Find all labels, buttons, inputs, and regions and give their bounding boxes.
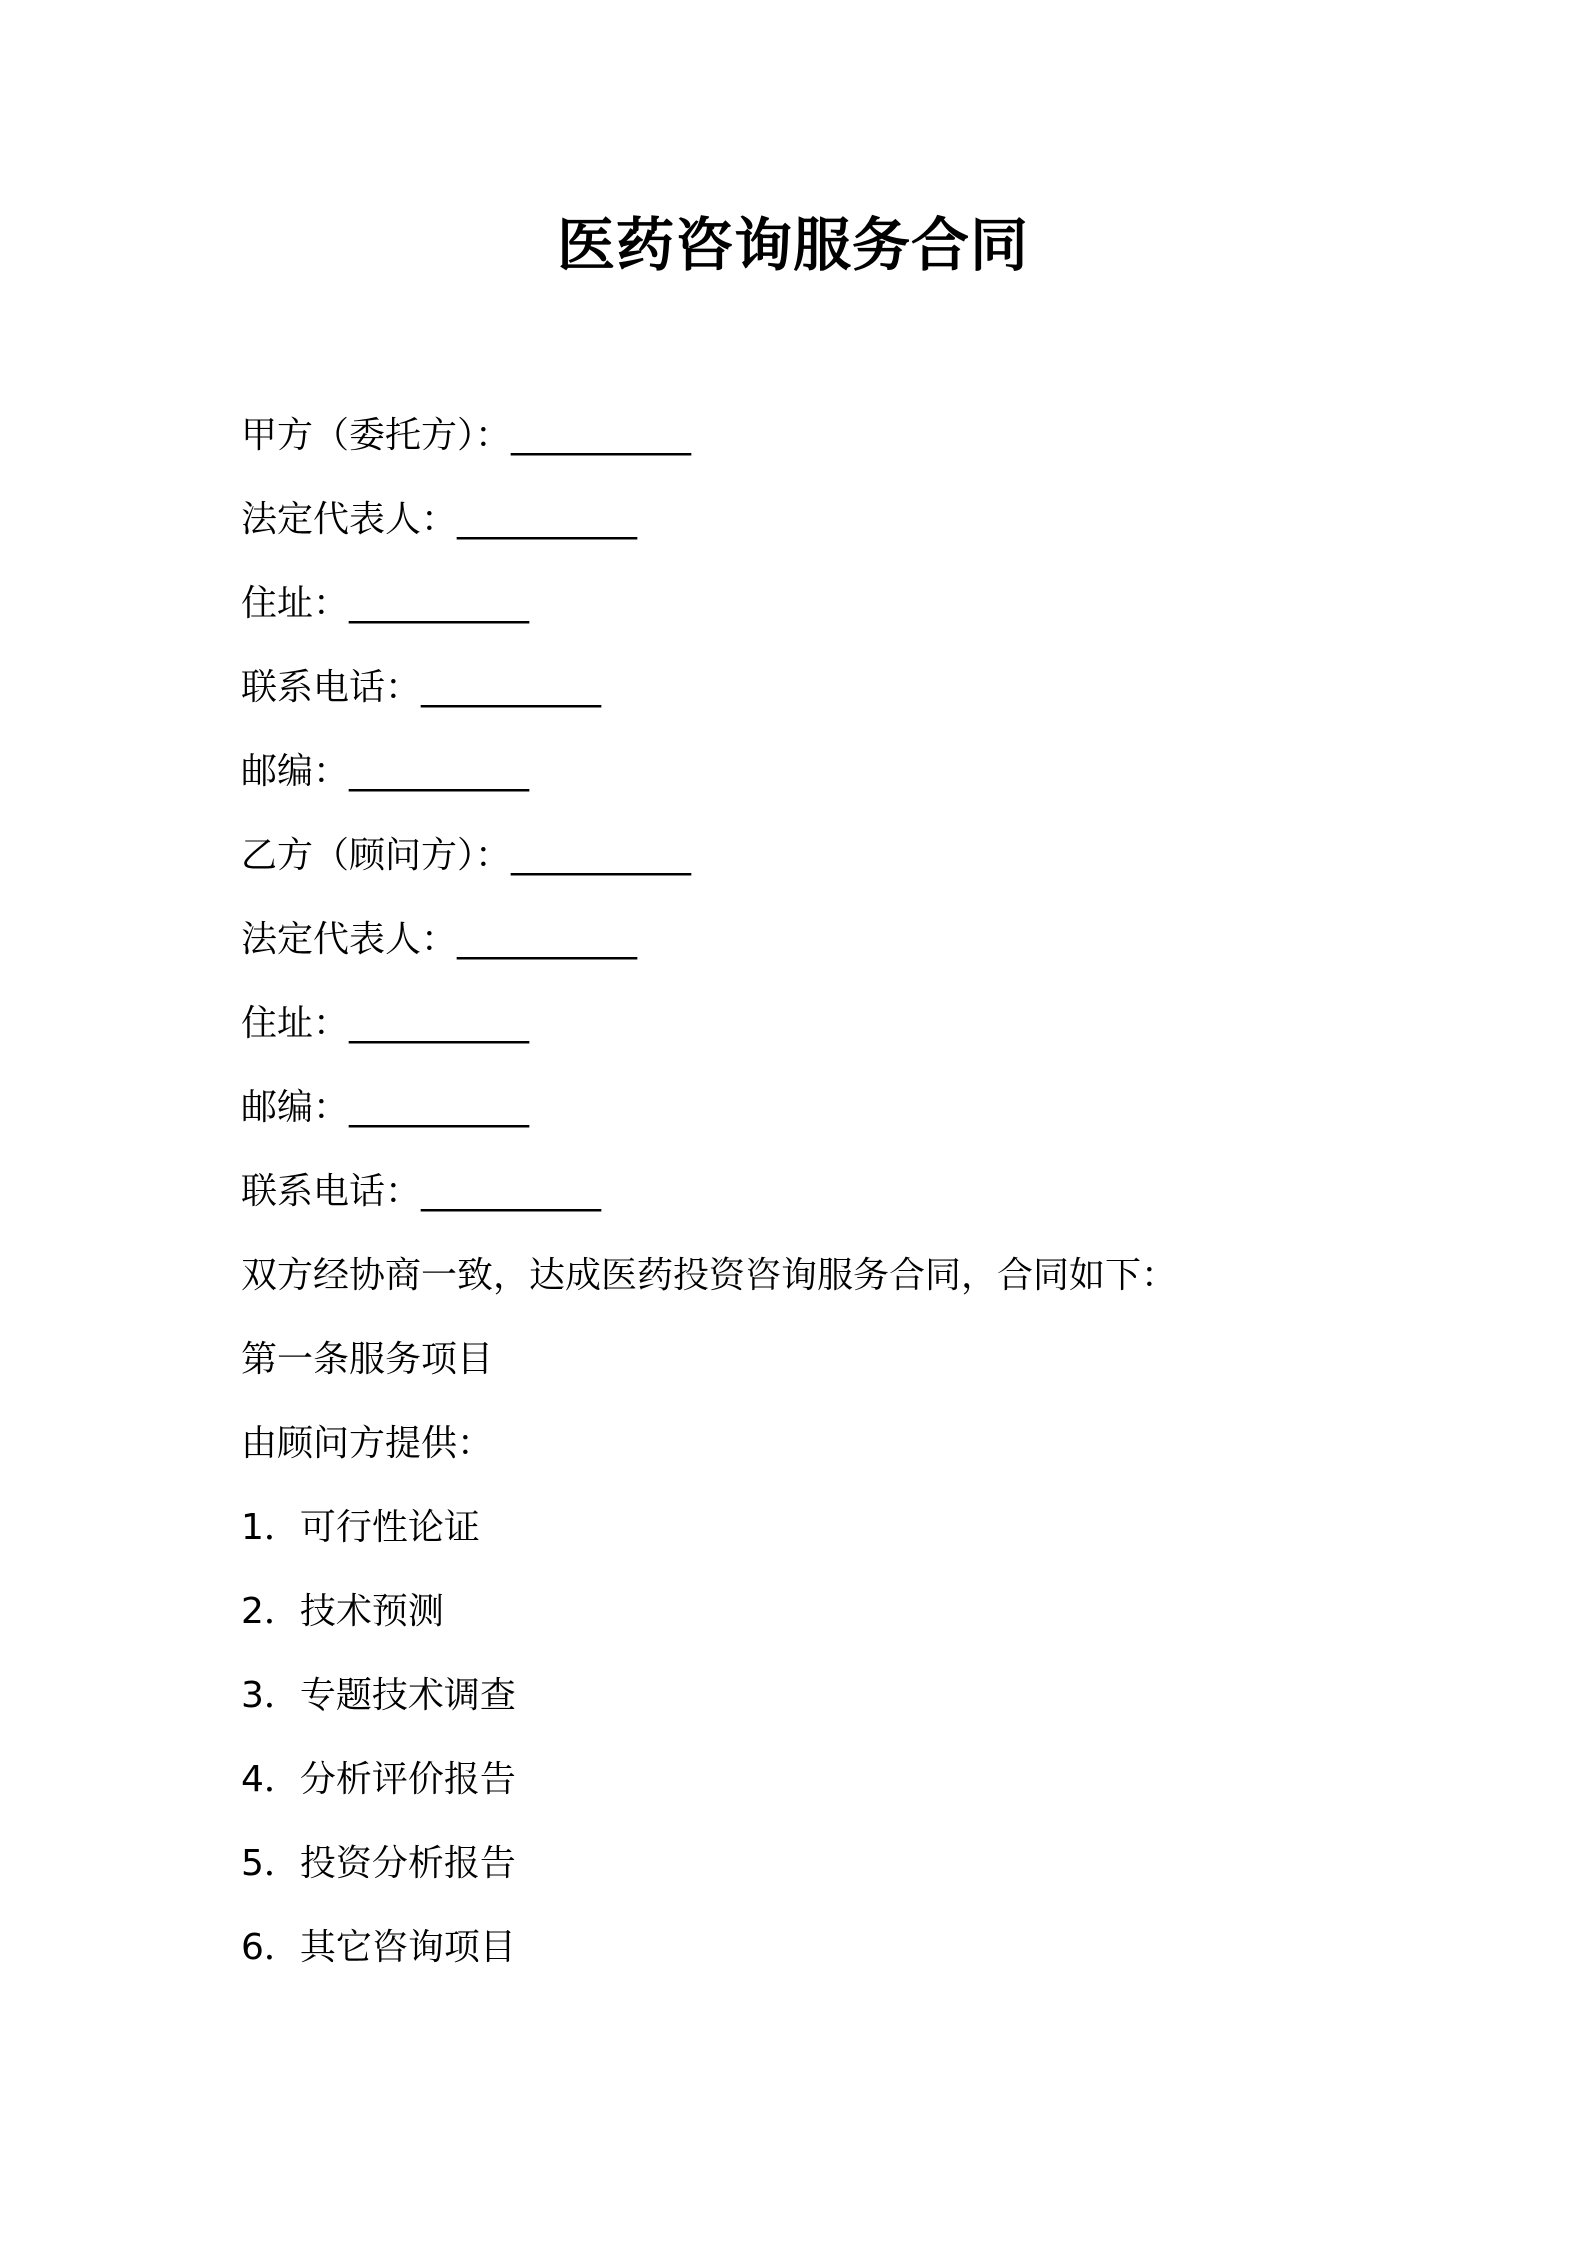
service-item: 2．技术预测 — [241, 1591, 444, 1632]
party-b-address: 住址：__________ — [241, 1003, 530, 1044]
service-item: 5．投资分析报告 — [241, 1843, 516, 1884]
service-item: 4．分析评价报告 — [241, 1759, 516, 1800]
document-title: 医药咨询服务合同 — [556, 211, 1029, 279]
article-one-heading: 第一条服务项目 — [241, 1339, 494, 1380]
party-b-phone: 联系电话：__________ — [241, 1171, 602, 1212]
service-item: 1．可行性论证 — [241, 1507, 480, 1548]
party-a-phone: 联系电话：__________ — [241, 667, 602, 708]
party-a-heading: 甲方（委托方）：__________ — [241, 415, 692, 456]
article-one-intro: 由顾问方提供： — [241, 1423, 494, 1464]
party-a-postcode: 邮编：__________ — [241, 751, 530, 792]
agreement-intro: 双方经协商一致，达成医药投资咨询服务合同，合同如下： — [241, 1255, 1178, 1296]
party-b-heading: 乙方（顾问方）：__________ — [241, 835, 692, 876]
service-item: 6．其它咨询项目 — [241, 1927, 516, 1968]
party-b-representative: 法定代表人：__________ — [241, 919, 638, 960]
party-a-address: 住址：__________ — [241, 583, 530, 624]
service-item: 3．专题技术调查 — [241, 1675, 516, 1716]
party-b-postcode: 邮编：__________ — [241, 1087, 530, 1128]
party-a-representative: 法定代表人：__________ — [241, 499, 638, 540]
